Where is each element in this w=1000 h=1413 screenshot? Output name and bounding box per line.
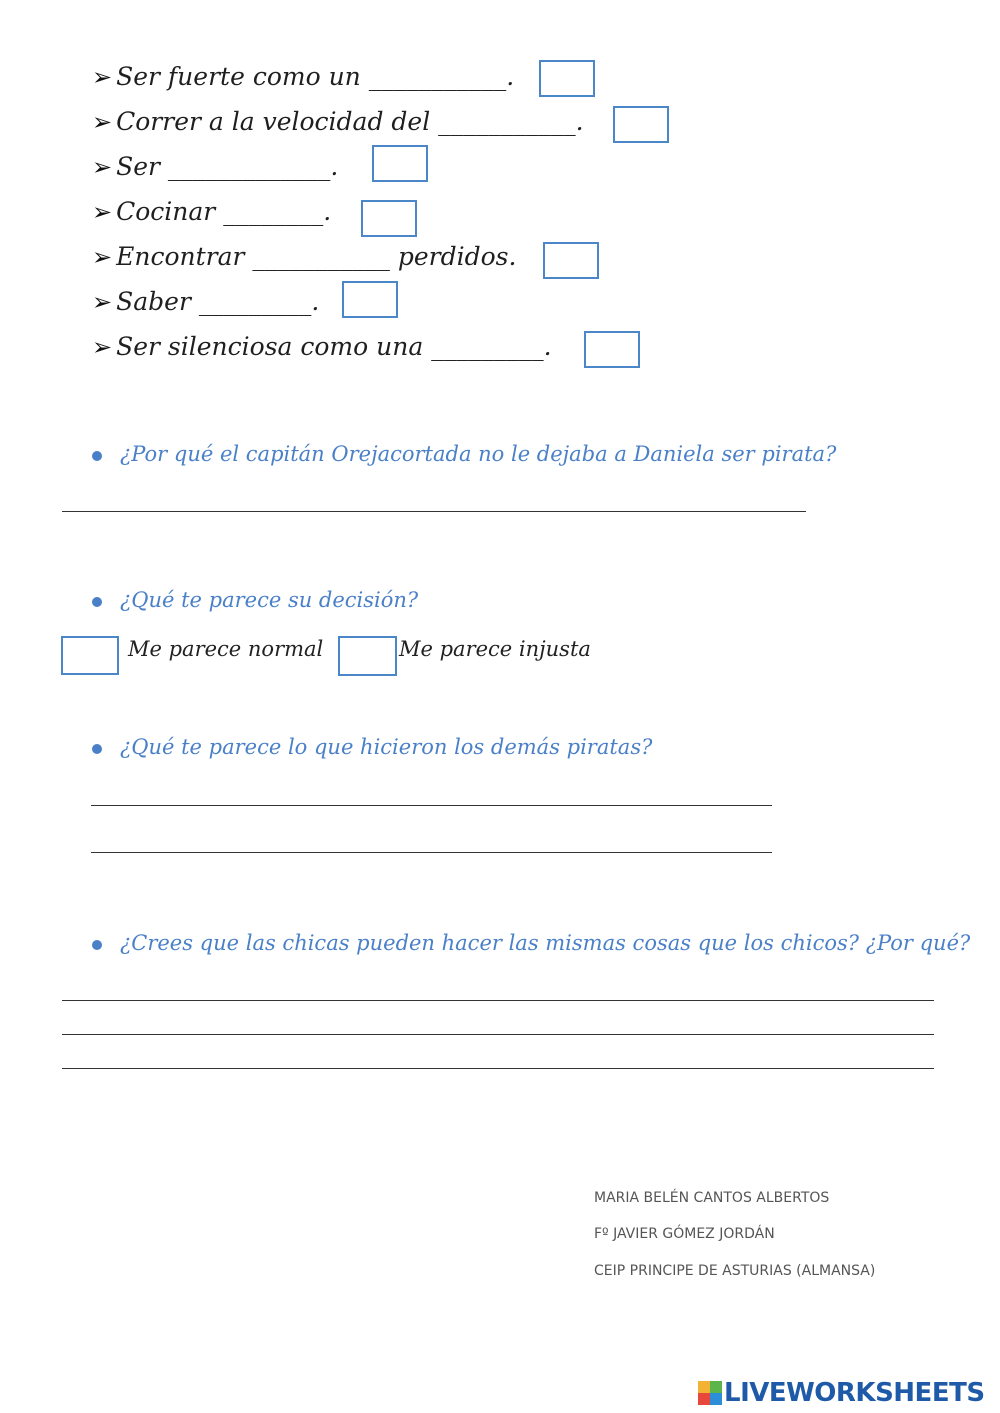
answer-line-q3-1[interactable]	[91, 805, 772, 806]
question-1: ¿Por qué el capitán Orejacortada no le dejaba a Daniela ser pirata?	[120, 442, 837, 466]
bullet-dot-icon	[92, 940, 102, 950]
arrow-bullet-icon: ➢	[92, 198, 113, 226]
arrow-bullet-icon: ➢	[92, 288, 113, 316]
fill-item-5	[92, 242, 516, 271]
logo-blocks-icon	[698, 1381, 722, 1405]
answer-box-2[interactable]	[613, 106, 669, 143]
answer-line-q4-3[interactable]	[62, 1068, 934, 1069]
question-2: ¿Qué te parece su decisión?	[120, 588, 419, 612]
answer-box-1[interactable]	[539, 60, 595, 97]
fill-item-2	[92, 107, 584, 136]
bullet-dot-icon	[92, 744, 102, 754]
bullet-dot-icon	[92, 597, 102, 607]
fill-item-3	[92, 152, 338, 181]
fill-item-text: Ser _____________.	[116, 152, 339, 181]
arrow-bullet-icon: ➢	[92, 333, 113, 361]
answer-box-6[interactable]	[342, 281, 398, 318]
option-checkbox-injusta[interactable]	[338, 636, 397, 676]
bullet-dot-icon	[92, 451, 102, 461]
arrow-bullet-icon: ➢	[92, 243, 113, 271]
arrow-bullet-icon: ➢	[92, 108, 113, 136]
answer-box-3[interactable]	[372, 145, 428, 182]
option-label-injusta: Me parece injusta	[399, 637, 591, 661]
answer-line-q4-1[interactable]	[62, 1000, 934, 1001]
arrow-bullet-icon: ➢	[92, 153, 113, 181]
answer-box-7[interactable]	[584, 331, 640, 368]
fill-item-text: Encontrar ___________ perdidos.	[116, 242, 517, 271]
answer-box-5[interactable]	[543, 242, 599, 279]
fill-item-text: Cocinar ________.	[116, 197, 332, 226]
answer-line-q3-2[interactable]	[91, 852, 772, 853]
fill-item-text: Ser silenciosa como una _________.	[116, 332, 552, 361]
credit-author-1: MARIA BELÉN CANTOS ALBERTOS	[594, 1190, 830, 1206]
option-checkbox-normal[interactable]	[61, 636, 119, 675]
fill-item-text: Ser fuerte como un ___________.	[116, 62, 515, 91]
fill-item-1	[92, 62, 514, 91]
fill-item-7	[92, 332, 552, 361]
fill-item-4	[92, 197, 331, 226]
credit-school: CEIP PRINCIPE DE ASTURIAS (ALMANSA)	[594, 1263, 876, 1279]
answer-box-4[interactable]	[361, 200, 417, 237]
liveworksheets-logo	[698, 1378, 985, 1408]
arrow-bullet-icon: ➢	[92, 63, 113, 91]
fill-item-text: Correr a la velocidad del ___________.	[116, 107, 584, 136]
answer-line-q4-2[interactable]	[62, 1034, 934, 1035]
question-4: ¿Crees que las chicas pueden hacer las mismas cosas que los chicos? ¿Por qué?	[120, 931, 971, 955]
fill-item-6	[92, 287, 319, 316]
option-label-normal: Me parece normal	[128, 637, 324, 661]
question-3: ¿Qué te parece lo que hicieron los demás piratas?	[120, 735, 653, 759]
fill-item-text: Saber _________.	[116, 287, 320, 316]
logo-text: LIVEWORKSHEETS	[724, 1378, 985, 1408]
credit-author-2: Fº JAVIER GÓMEZ JORDÁN	[594, 1226, 775, 1242]
answer-line-q1[interactable]	[62, 511, 806, 512]
